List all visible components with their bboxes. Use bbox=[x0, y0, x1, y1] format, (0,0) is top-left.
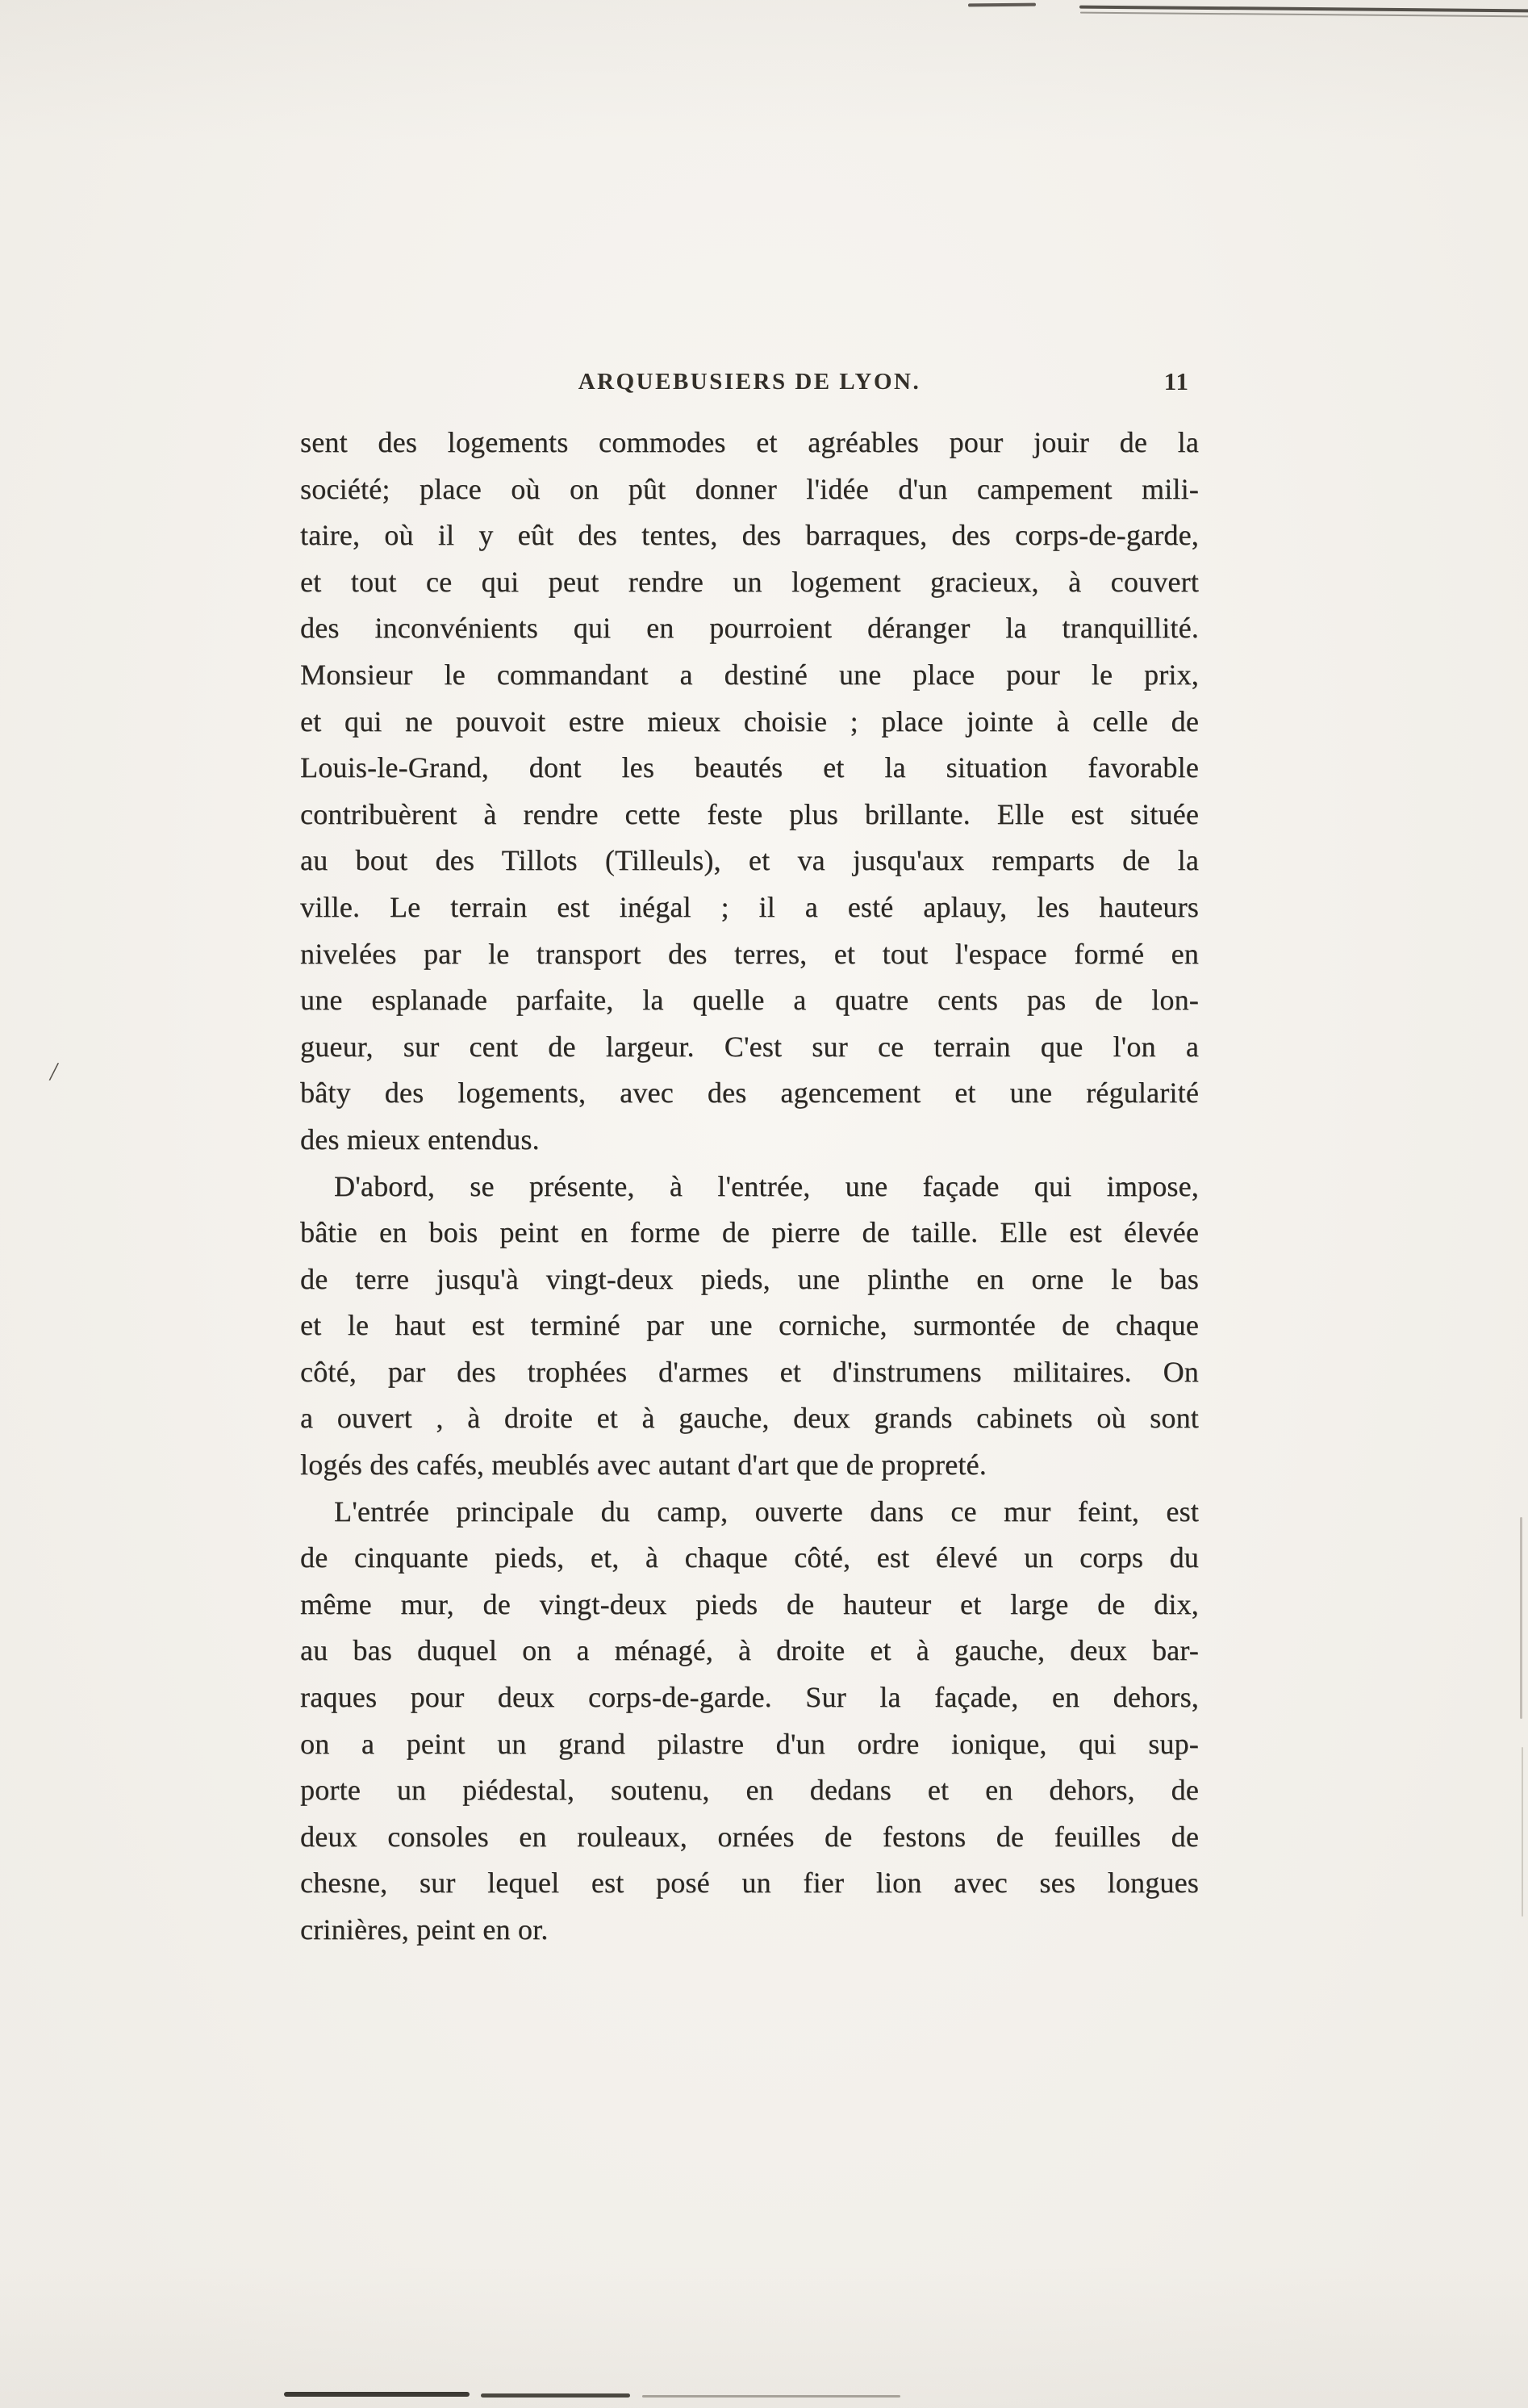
text-line: crinières, peint en or. bbox=[300, 1913, 549, 1946]
text-line: porte un piédestal, soutenu, en dedans et en dehors, de bbox=[300, 1774, 1199, 1807]
text-line: des mieux entendus. bbox=[300, 1122, 540, 1156]
text-line: on a peint un grand pilastre d'un ordre ionique, qui sup- bbox=[300, 1727, 1199, 1760]
text-line: même mur, de vingt-deux pieds de hauteur et large de dix, bbox=[300, 1587, 1199, 1620]
text-line: société; place où on pût donner l'idée d'un campement mili- bbox=[300, 472, 1199, 505]
scan-artifact-bottom-1 bbox=[284, 2392, 470, 2397]
text-line: et le haut est terminé par une corniche, surmontée de chaque bbox=[300, 1309, 1199, 1342]
paragraph bbox=[300, 1489, 1199, 1954]
text-line: et tout ce qui peut rendre un logement gracieux, à couvert bbox=[300, 565, 1199, 598]
text-line: Louis-le-Grand, dont les beautés et la situation favorable bbox=[300, 751, 1199, 784]
text-line: a ouvert , à droite et à gauche, deux grands cabinets où sont bbox=[300, 1402, 1199, 1435]
text-line: au bout des Tillots (Tilleuls), et va jusqu'aux remparts de la bbox=[300, 844, 1199, 877]
text-line: raques pour deux corps-de-garde. Sur la façade, en dehors, bbox=[300, 1681, 1199, 1714]
text-line: nivelées par le transport des terres, et tout l'espace formé en bbox=[300, 937, 1199, 970]
scan-artifact-right-margin-2 bbox=[1522, 1747, 1523, 1917]
scan-artifact-top-long bbox=[1079, 6, 1528, 13]
text-line: D'abord, se présente, à l'entrée, une façade qui impose, bbox=[334, 1169, 1199, 1202]
text-line: gueur, sur cent de largeur. C'est sur ce terrain que l'on a bbox=[300, 1030, 1199, 1063]
text-line: chesne, sur lequel est posé un fier lion avec ses longues bbox=[300, 1867, 1199, 1900]
text-line: de cinquante pieds, et, à chaque côté, est élevé un corps du bbox=[300, 1541, 1199, 1574]
text-line: de terre jusqu'à vingt-deux pieds, une plinthe en orne le bas bbox=[300, 1262, 1199, 1295]
text-line: contribuèrent à rendre cette feste plus brillante. Elle est située bbox=[300, 797, 1199, 830]
scan-artifact-right-margin bbox=[1520, 1517, 1522, 1719]
page-header bbox=[300, 362, 1199, 402]
text-line: côté, par des trophées d'armes et d'instrumens militaires. On bbox=[300, 1355, 1199, 1388]
text-line: taire, où il y eût des tentes, des barraques, des corps-de-garde, bbox=[300, 519, 1199, 552]
paragraph bbox=[300, 1164, 1199, 1489]
margin-mark: / bbox=[48, 1056, 61, 1088]
page-body bbox=[300, 420, 1199, 1954]
text-line: logés des cafés, meublés avec autant d'art que de propreté. bbox=[300, 1449, 987, 1482]
paragraph bbox=[300, 420, 1199, 1164]
text-line: bâty des logements, avec des agencement et une régularité bbox=[300, 1076, 1199, 1110]
text-line: une esplanade parfaite, la quelle a quatre cents pas de lon- bbox=[300, 984, 1199, 1017]
text-line: ville. Le terrain est inégal ; il a esté aplauy, les hauteurs bbox=[300, 890, 1199, 923]
text-line: sent des logements commodes et agréables pour jouir de la bbox=[300, 426, 1199, 458]
scan-artifact-bottom-3 bbox=[642, 2395, 900, 2398]
text-line: et qui ne pouvoit estre mieux choisie ; place jointe à celle de bbox=[300, 704, 1199, 738]
text-line: bâtie en bois peint en forme de pierre de taille. Elle est élevée bbox=[300, 1216, 1199, 1249]
running-title: ARQUEBUSIERS DE LYON. bbox=[578, 369, 921, 395]
text-line: Monsieur le commandant a destiné une place pour le prix, bbox=[300, 658, 1199, 691]
text-line: L'entrée principale du camp, ouverte dans ce mur feint, est bbox=[334, 1495, 1199, 1528]
text-line: au bas duquel on a ménagé, à droite et à gauche, deux bar- bbox=[300, 1634, 1199, 1667]
scan-artifact-bottom-2 bbox=[481, 2393, 630, 2398]
scan-artifact-top-short bbox=[968, 3, 1036, 7]
page-number: 11 bbox=[1163, 367, 1189, 395]
text-line: deux consoles en rouleaux, ornées de festons de feuilles de bbox=[300, 1820, 1199, 1853]
text-block bbox=[300, 362, 1199, 1954]
text-line: des inconvénients qui en pourroient déranger la tranquillité. bbox=[300, 612, 1199, 645]
